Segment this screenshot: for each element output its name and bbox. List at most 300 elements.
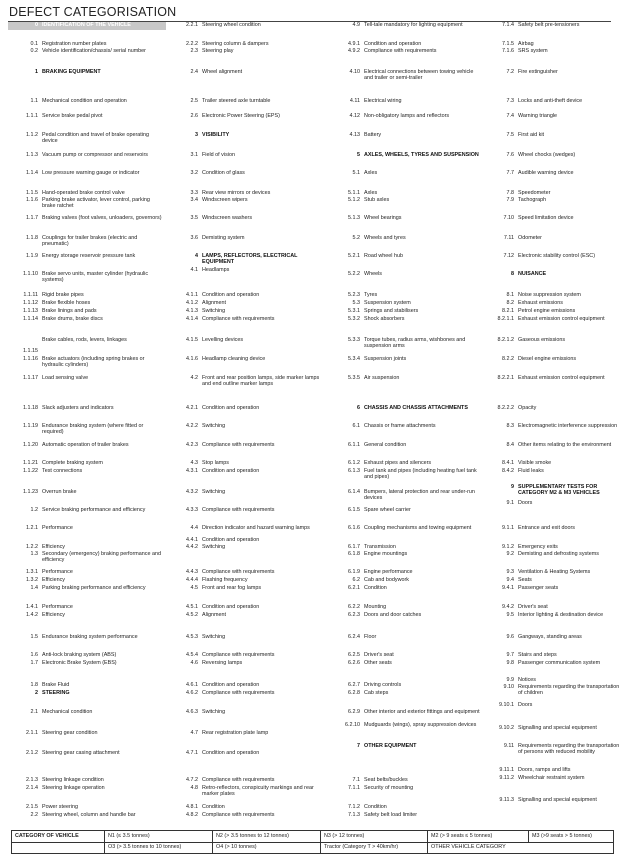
item-text: Compliance with requirements [202, 690, 275, 696]
item-text: Compliance with requirements [202, 812, 275, 818]
item-number: 7.4 [506, 113, 514, 119]
item-number: 5.1 [352, 170, 360, 176]
item-text: BRAKING EQUIPMENT [42, 69, 101, 75]
item-number: 8.2.2.2 [497, 405, 514, 411]
item-text: Couplings for trailer brakes (electric and pneumatic) [42, 235, 138, 248]
item-number: 8.1 [506, 292, 514, 298]
defect-item [171, 468, 327, 474]
item-number: 5.2.3 [348, 292, 360, 298]
item-number: 7.6 [506, 152, 514, 158]
item-text: Performance [42, 525, 73, 531]
item-number: 1.3.1 [26, 569, 38, 575]
section-heading [330, 405, 482, 411]
defect-item [486, 775, 620, 781]
item-text: Passenger seats [518, 585, 559, 591]
item-number: 6.1.8 [348, 551, 360, 557]
defect-item [330, 316, 482, 322]
item-number: 1.1 [30, 98, 38, 104]
item-number: 9.8 [506, 660, 514, 666]
defect-item [486, 577, 620, 583]
item-text: Vehicle identification/chassis/ serial number [42, 48, 146, 54]
defect-item [486, 652, 620, 658]
item-number: 9.3 [506, 569, 514, 575]
item-text: Torque tubes, radius arms, wishbones and suspension arms [364, 337, 466, 350]
item-text: Fire extinguisher [518, 69, 558, 75]
item-text: Electrical wiring [364, 98, 402, 104]
item-number: 5.2.1 [348, 253, 360, 259]
item-text: Mechanical condition and operation [42, 98, 127, 104]
defect-item [330, 170, 482, 176]
item-text: Doors [518, 500, 533, 506]
defect-item [8, 777, 164, 783]
item-number: 9.11.1 [499, 767, 514, 773]
item-text: Condition and operation [202, 537, 260, 543]
defect-item [486, 460, 620, 466]
defect-item [8, 460, 164, 466]
defect-item [8, 253, 164, 259]
item-text: Seat belts/buckles [364, 777, 408, 783]
defect-item [486, 22, 620, 28]
item-text: Noise suppression system [518, 292, 581, 298]
item-text: Battery [364, 132, 382, 138]
item-text: Steering linkage condition [42, 777, 104, 783]
defect-item [486, 170, 620, 176]
defect-item [486, 152, 620, 158]
defect-item [486, 500, 620, 506]
item-number: 1.1.17 [23, 375, 38, 381]
item-text: Electronic stability control (ESC) [518, 253, 595, 259]
item-number: 6.1.1 [348, 442, 360, 448]
item-number: 4.4.3 [186, 569, 198, 575]
legend-cell: O3 (> 3.5 tonnes to 10 tonnes) [105, 842, 213, 853]
section-heading [486, 484, 620, 497]
section-heading [330, 743, 482, 749]
item-text: Condition and operation [202, 468, 260, 474]
legend-row-2 [12, 842, 613, 853]
item-text: Vacuum pump or compressor and reservoirs [42, 152, 148, 158]
item-text: Condition [364, 585, 387, 591]
defect-item [8, 660, 164, 666]
item-number: 5.3.1 [348, 308, 360, 314]
item-text: Springs and stabilisers [364, 308, 419, 314]
item-number: 0.1 [30, 41, 38, 47]
item-number: 2.4 [190, 69, 198, 75]
defect-item [171, 197, 327, 203]
defect-item [171, 267, 327, 273]
item-number: 1.1.16 [23, 356, 38, 362]
item-number: 7.11 [503, 235, 514, 241]
item-text: Gangways, standing areas [518, 634, 582, 640]
item-text: Axles [364, 170, 378, 176]
item-number: 1.8 [30, 682, 38, 688]
item-number: 1.1.6 [26, 197, 38, 203]
item-number: 9.4.1 [502, 585, 514, 591]
defect-item [8, 585, 164, 591]
item-text: Brake servo units, master cylinder (hydraulic systems) [42, 271, 149, 284]
item-number: 3 [195, 132, 198, 138]
item-text: SUPPLEMENTARY TESTS FOR CATEGORY M2 & M3 VEHICLES [518, 484, 600, 497]
item-text: Performance [42, 569, 73, 575]
item-number: 6.1.4 [348, 489, 360, 495]
item-number: 0 [35, 22, 38, 28]
item-text: Anti-lock braking system (ABS) [42, 652, 117, 658]
defect-item [171, 337, 327, 343]
item-text: Compliance with requirements [202, 316, 275, 322]
item-text: Exhaust emission control equipment [518, 375, 605, 381]
item-number: 4.5.3 [186, 634, 198, 640]
item-text: Switching [202, 709, 226, 715]
item-number: 5.3 [352, 300, 360, 306]
item-text: Compliance with requirements [202, 652, 275, 658]
item-number: 6.2.6 [348, 660, 360, 666]
item-text: Exhaust pipes and silencers [364, 460, 432, 466]
item-text: First aid kit [518, 132, 545, 138]
item-text: Test connections [42, 468, 83, 474]
legend-cell-empty [12, 842, 105, 853]
defect-item [171, 690, 327, 696]
defect-item [8, 730, 164, 736]
defect-item [8, 785, 164, 791]
item-number: 5 [357, 152, 360, 158]
defect-item [486, 677, 620, 683]
item-text: Airbag [518, 41, 534, 47]
item-text: Seats [518, 577, 532, 583]
item-text: Condition and operation [202, 682, 260, 688]
item-number: 6.1.5 [348, 507, 360, 513]
item-number: 8.2.1 [502, 308, 514, 314]
item-number: 5.2.2 [348, 271, 360, 277]
item-number: 1.1.13 [23, 308, 38, 314]
defect-item [486, 423, 620, 429]
legend-cell: M3 (>9 seats > 5 tonnes) [532, 833, 592, 839]
defect-item [171, 300, 327, 306]
item-text: Doors, ramps and lifts [518, 767, 571, 773]
defect-item [330, 585, 482, 591]
legend-cell: O4 (> 10 tonnes) [213, 842, 321, 853]
defect-item [486, 743, 620, 756]
item-text: Tyres [364, 292, 378, 298]
item-text: Other seats [364, 660, 392, 666]
defect-item [8, 375, 164, 381]
defect-item [8, 604, 164, 610]
item-text: Tachograph [518, 197, 547, 203]
section-heading [8, 69, 164, 75]
item-number: 4.3.3 [186, 507, 198, 513]
item-text: Headlamp cleaning device [202, 356, 266, 362]
item-text: Road wheel hub [364, 253, 403, 259]
item-text: Electromagnetic interference suppression [518, 423, 618, 429]
item-text: Headlamps [202, 267, 230, 273]
item-number: 1.4 [30, 585, 38, 591]
item-number: 7 [357, 743, 360, 749]
item-number: 9.1.1 [502, 525, 514, 531]
defect-item [8, 170, 164, 176]
item-number: 6.2.3 [348, 612, 360, 618]
item-number: 6.2.1 [348, 585, 360, 591]
defect-item [8, 292, 164, 298]
item-text: Stub axles [364, 197, 390, 203]
item-number: 9.11.3 [499, 797, 514, 803]
item-text: Mudguards (wings), spray suppression devices [364, 722, 477, 728]
item-number: 4.1 [190, 267, 198, 273]
item-number: 4.1.5 [186, 337, 198, 343]
item-number: 5.3.2 [348, 316, 360, 322]
item-text: Steering wheel, column and handle bar [42, 812, 136, 818]
item-number: 4.4.1 [186, 537, 198, 543]
item-number: 4.7.1 [186, 750, 198, 756]
item-text: Electrical connections between towing vehicle and trailer or semi-trailer [364, 69, 474, 82]
item-text: Brake actuators (including spring brakes or hydraulic cylinders) [42, 356, 145, 369]
defect-item [486, 356, 620, 362]
item-text: Other interior and exterior fittings and equipment [364, 709, 480, 715]
defect-item [330, 777, 482, 783]
item-number: 4.7.2 [186, 777, 198, 783]
defect-item [171, 750, 327, 756]
defect-item [171, 41, 327, 47]
item-text: Front and rear fog lamps [202, 585, 262, 591]
item-number: 4.2.1 [186, 405, 198, 411]
item-number: 2.3 [190, 48, 198, 54]
item-text: Visible smoke [518, 460, 552, 466]
item-text: Automatic operation of trailer brakes [42, 442, 129, 448]
item-number: 6.2 [352, 577, 360, 583]
item-text: Rigid brake pipes [42, 292, 84, 298]
defect-item [330, 652, 482, 658]
item-text: Slack adjusters and indicators [42, 405, 114, 411]
item-text: Entrance and exit doors [518, 525, 575, 531]
item-text: Condition and operation [202, 604, 260, 610]
item-number: 8.2 [506, 300, 514, 306]
item-text: Brake drums, brake discs [42, 316, 103, 322]
item-number: 9.10 [503, 684, 514, 690]
item-number: 1 [35, 69, 38, 75]
item-text: Parking braking performance and efficiency [42, 585, 146, 591]
section-heading [330, 152, 482, 158]
defect-item [171, 308, 327, 314]
item-text: Wheel bearings [364, 215, 402, 221]
item-text: Efficiency [42, 577, 65, 583]
defect-item [486, 767, 620, 773]
defect-item [486, 797, 620, 803]
item-number: 2.1.5 [26, 804, 38, 810]
defect-item [171, 709, 327, 715]
item-number: 3.6 [190, 235, 198, 241]
item-text: Pedal condition and travel of brake operating device [42, 132, 149, 145]
defect-item [330, 48, 482, 54]
item-number: 1.5 [30, 634, 38, 640]
defect-item [171, 215, 327, 221]
item-text: Steering column & dampers [202, 41, 269, 47]
defect-item [8, 634, 164, 640]
item-number: 4.5 [190, 585, 198, 591]
item-number: 8 [511, 271, 514, 277]
item-number: 1.1.20 [23, 442, 38, 448]
item-text: AXLES, WHEELS, TYRES AND SUSPENSION [364, 152, 479, 158]
item-number: 7.3 [506, 98, 514, 104]
item-number: 1.1.15 [23, 348, 38, 354]
item-text: Condition [202, 804, 225, 810]
defect-item [8, 348, 164, 354]
defect-item [486, 69, 620, 75]
defect-item [486, 48, 620, 54]
item-number: 7.2 [506, 69, 514, 75]
item-number: 2.2.2 [186, 41, 198, 47]
item-number: 6.2.5 [348, 652, 360, 658]
item-text: Rear registration plate lamp [202, 730, 269, 736]
defect-item [8, 405, 164, 411]
defect-item [171, 460, 327, 466]
defect-item [330, 235, 482, 241]
item-number: 6.1 [352, 423, 360, 429]
item-number: 1.1.4 [26, 170, 38, 176]
defect-item [171, 537, 327, 543]
defect-item [330, 690, 482, 696]
item-number: 2.5 [190, 98, 198, 104]
item-text: OTHER EQUIPMENT [364, 743, 417, 749]
item-number: 1.1.1 [26, 113, 38, 119]
item-text: Secondary (emergency) braking performance and efficiency [42, 551, 161, 564]
section-heading [8, 22, 166, 30]
item-text: Complete braking system [42, 460, 103, 466]
item-text: Diesel engine emissions [518, 356, 577, 362]
item-text: Suspension joints [364, 356, 407, 362]
item-text: Stop lamps [202, 460, 229, 466]
item-number: 6.2.9 [348, 709, 360, 715]
item-number: 1.1.19 [23, 423, 38, 429]
item-number: 4.7 [190, 730, 198, 736]
defect-item [171, 356, 327, 362]
item-number: 4.13 [349, 132, 360, 138]
item-text: Opacity [518, 405, 537, 411]
item-text: Mounting [364, 604, 387, 610]
defect-item [486, 215, 620, 221]
item-text: Exhaust emission control equipment [518, 316, 605, 322]
defect-item [171, 660, 327, 666]
defect-item [330, 69, 482, 82]
defect-item [486, 41, 620, 47]
item-text: Overrun brake [42, 489, 77, 495]
item-text: Front and rear position lamps, side marker lamps and end outline marker lamps [202, 375, 320, 388]
item-text: Compliance with requirements [364, 48, 437, 54]
defect-item [330, 197, 482, 203]
item-number: 6.2.7 [348, 682, 360, 688]
defect-item [486, 98, 620, 104]
section-heading [486, 271, 620, 277]
item-number: 7.1.1 [348, 785, 360, 791]
defect-item [330, 190, 482, 196]
item-number: 4.5.4 [186, 652, 198, 658]
defect-item [330, 507, 482, 513]
item-text: Windscreen washers [202, 215, 253, 221]
defect-item [8, 308, 164, 314]
item-text: Locks and anti-theft device [518, 98, 583, 104]
item-number: 4.8.1 [186, 804, 198, 810]
legend-cell: OTHER VEHICLE CATEGORY [431, 844, 506, 850]
item-text: Coupling mechanisms and towing equipment [364, 525, 472, 531]
defect-item [486, 300, 620, 306]
item-number: 7.1.3 [348, 812, 360, 818]
defect-item [171, 152, 327, 158]
item-text: Fluid leaks [518, 468, 544, 474]
item-number: 6.1.6 [348, 525, 360, 531]
legend-cell: N2 (> 3.5 tonnes to 12 tonnes) [213, 831, 321, 842]
item-number: 8.4.2 [502, 468, 514, 474]
item-number: 1.2.2 [26, 544, 38, 550]
defect-item [171, 316, 327, 322]
item-number: 6.2.4 [348, 634, 360, 640]
item-number: 1.4.2 [26, 612, 38, 618]
item-text: Chassis or frame attachments [364, 423, 436, 429]
item-number: 9.11 [503, 743, 514, 749]
defect-item [330, 569, 482, 575]
item-text: Demisting system [202, 235, 245, 241]
item-number: 6.1.9 [348, 569, 360, 575]
item-number: 1.1.21 [23, 460, 38, 466]
item-number: 4.9.1 [348, 41, 360, 47]
item-number: 7.1.2 [348, 804, 360, 810]
defect-item [330, 785, 482, 791]
item-number: 1.1.9 [26, 253, 38, 259]
item-number: 3.3 [190, 190, 198, 196]
defect-item [486, 544, 620, 550]
defect-item [330, 22, 482, 28]
defect-item [8, 489, 164, 495]
item-text: Wheelchair restraint system [518, 775, 585, 781]
defect-item [8, 750, 164, 756]
item-number: 8.2.2 [502, 356, 514, 362]
item-text: Requirements regarding the transportation of persons with reduced mobility [518, 743, 620, 756]
item-number: 1.1.18 [23, 405, 38, 411]
defect-item [8, 356, 164, 369]
item-text: Non-obligatory lamps and reflectors [364, 113, 450, 119]
defect-item [330, 660, 482, 666]
item-text: Direction indicator and hazard warning lamps [202, 525, 310, 531]
defect-item [330, 300, 482, 306]
item-number: 5.1.2 [348, 197, 360, 203]
defect-item [330, 292, 482, 298]
defect-item [330, 98, 482, 104]
defect-item [171, 577, 327, 583]
defect-item [171, 375, 327, 388]
defect-item [330, 375, 482, 381]
defect-item [171, 569, 327, 575]
item-text: Switching [202, 308, 226, 314]
item-number: 7.1 [352, 777, 360, 783]
item-number: 7.8 [506, 190, 514, 196]
item-text: Levelling devices [202, 337, 244, 343]
item-text: Service braking performance and efficiency [42, 507, 146, 513]
item-text: Service brake pedal pivot [42, 113, 103, 119]
item-number: 4.2 [190, 375, 198, 381]
defect-item [171, 69, 327, 75]
defect-item [171, 489, 327, 495]
item-number: 3.4 [190, 197, 198, 203]
item-text: Steering play [202, 48, 234, 54]
item-number: 7.9 [506, 197, 514, 203]
item-number: 7.7 [506, 170, 514, 176]
defect-item [330, 460, 482, 466]
item-text: Braking valves (foot valves, unloaders, governors) [42, 215, 162, 221]
item-number: 4.6.3 [186, 709, 198, 715]
defect-item [171, 292, 327, 298]
defect-item [171, 507, 327, 513]
defect-item [171, 652, 327, 658]
defect-item [486, 525, 620, 531]
item-number: 7.1.4 [502, 22, 514, 28]
defect-item [486, 551, 620, 557]
item-text: NUISANCE [518, 271, 547, 277]
item-text: Retro-reflectors, conspicuity markings and rear marker plates [202, 785, 314, 798]
